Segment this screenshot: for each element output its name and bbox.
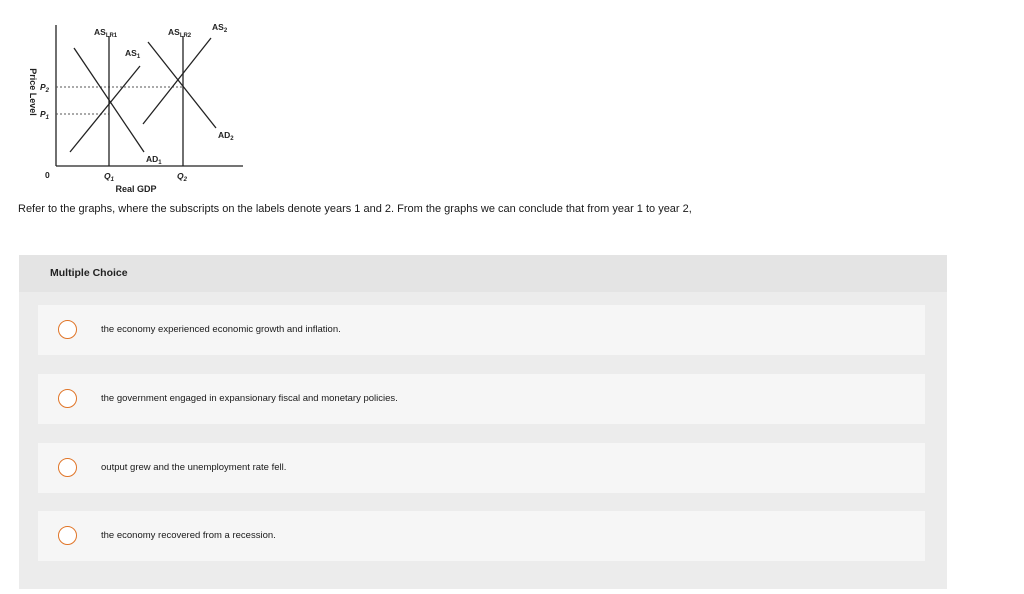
aslr1-label: $AS_{LR1}$	[94, 27, 118, 39]
radio-button-icon[interactable]	[58, 320, 77, 339]
ad1-label: $AD_1$	[146, 154, 162, 166]
ad2-label: $AD_2$	[218, 130, 234, 142]
radio-button-icon[interactable]	[58, 389, 77, 408]
as2-curve	[143, 38, 211, 124]
choice-option-3[interactable]	[38, 443, 925, 493]
choice-label: output grew and the unemployment rate fell.	[101, 462, 287, 473]
q1-label: $Q_1$	[104, 171, 114, 183]
x-axis-label: Real GDP	[115, 184, 157, 194]
q2-label: $Q_2$	[177, 171, 187, 183]
as2-label: $AS_2$	[212, 22, 228, 34]
aslr2-label: $AS_{LR2}$	[168, 27, 192, 39]
multiple-choice-panel	[19, 255, 947, 589]
y-axis-label: Price Level	[28, 68, 38, 116]
choice-label: the government engaged in expansionary fiscal and monetary policies.	[101, 393, 398, 404]
as1-curve	[70, 66, 140, 152]
multiple-choice-header: Multiple Choice	[19, 255, 947, 292]
radio-button-icon[interactable]	[58, 458, 77, 477]
ad2-curve	[148, 42, 216, 128]
economics-graph	[0, 0, 260, 200]
as1-label: $AS_1$	[125, 48, 141, 60]
origin-label: 0	[45, 170, 50, 180]
choice-label: the economy experienced economic growth and inflation.	[101, 324, 341, 335]
choice-option-2[interactable]	[38, 374, 925, 424]
p2-label: $P_2$	[40, 82, 50, 94]
p1-label: $P_1$	[40, 109, 50, 121]
choice-option-1[interactable]	[38, 305, 925, 355]
question-text: Refer to the graphs, where the subscripts on the labels denote years 1 and 2. From the graphs we can conclude that from year 1 to year 2,	[18, 203, 692, 215]
radio-button-icon[interactable]	[58, 526, 77, 545]
choice-option-4[interactable]	[38, 511, 925, 561]
choice-label: the economy recovered from a recession.	[101, 530, 276, 541]
